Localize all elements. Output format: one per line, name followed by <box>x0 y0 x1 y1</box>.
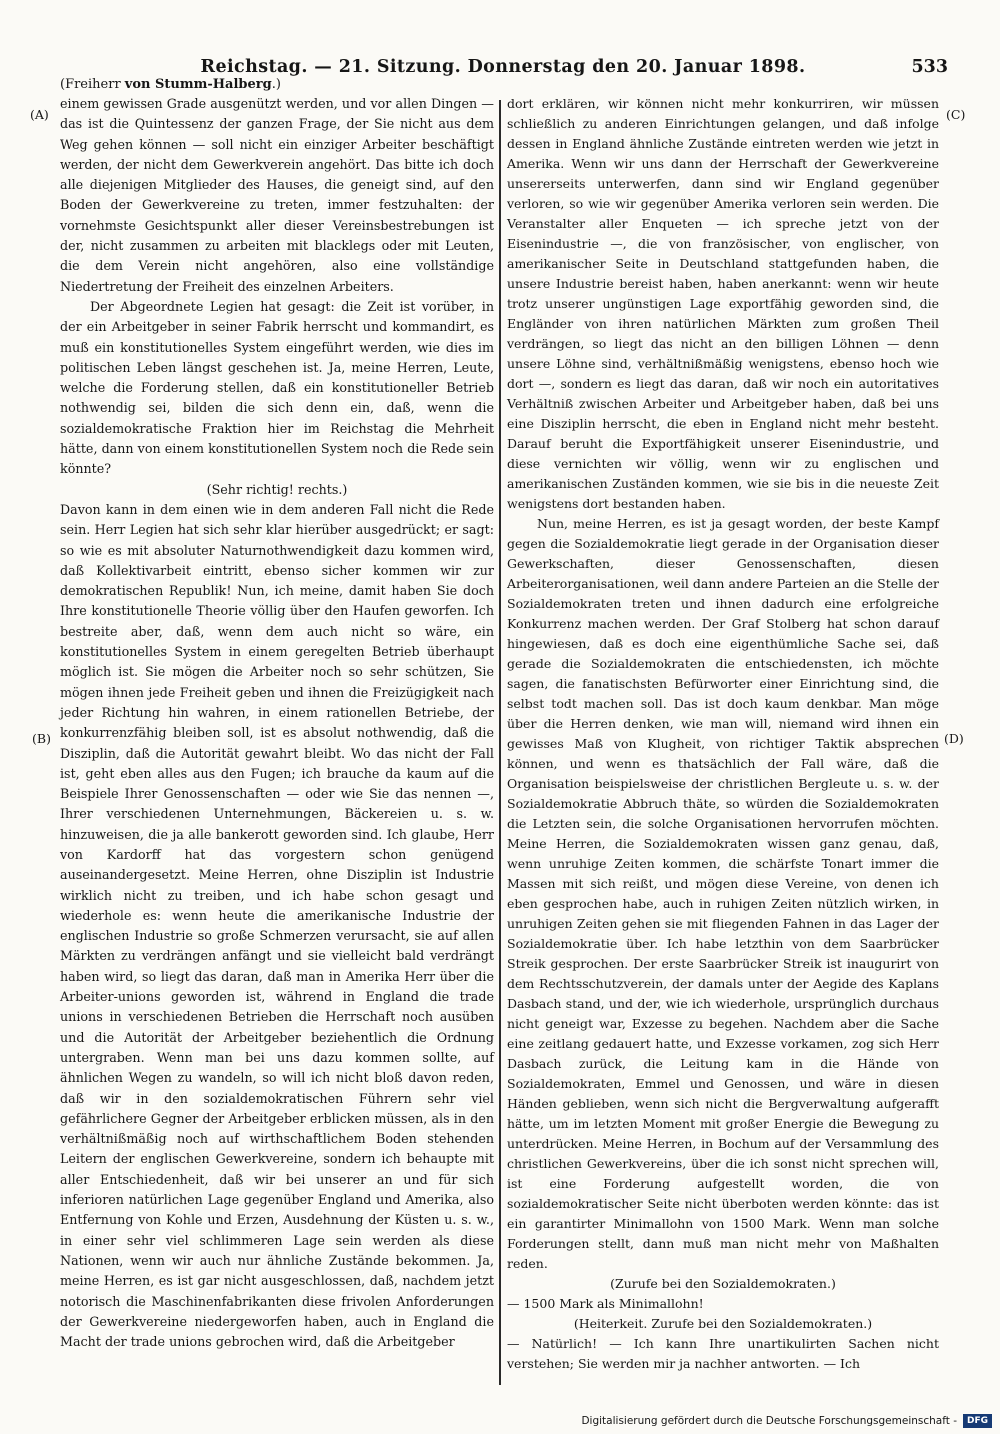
paragraph: Davon kann in dem einen wie in dem anderen Fall nicht die Rede sein. Herr Legien hat sich sehr klar hierüber ausgedrückt; er sagt: so wie es mit absoluter Naturnothwendigkeit dazu kommen wird, daß Kollektivarbeit eintritt, ebenso sicher kommen wir zur demokratischen Republik! Nun, ich meine, damit haben Sie doch Ihre konstitutionelle Theorie völlig über den Haufen geworfen. Ich bestreite aber, daß, wenn dem auch nicht so wäre, ein konstitutionelles System in einem geregelten Betrieb überhaupt möglich ist. Sie mögen die Arbeiter noch so sehr schützen, Sie mögen ihnen jede Freiheit geben und ihnen die Freizügigkeit nach jeder Richtung hin wahren, in einem rationellen Betriebe, der konkurrenzfähig bleiben soll, ist es absolut nothwendig, daß die Disziplin, daß die Autorität gewahrt bleibt. Wo das nicht der Fall ist, geht eben alles aus den Fugen; ich brauche da kaum auf die Beispiele Ihrer Genossenschaften — oder wie Sie das nennen —, Ihrer verschiedenen Unternehmungen, Bäckereien u. s. w. hinzuweisen, die ja alle bankerott geworden sind. Ich glaube, Herr von Kardorff hat das vorgestern schon genügend auseinandergesetzt. Meine Herren, ohne Disziplin ist Industrie wirklich nicht zu treiben, und ich habe schon gesagt und wiederhole es: wenn heute die amerikanische Industrie der englischen Industrie so große Schmerzen verursacht, sie auf allen Märkten zu verdrängen anfängt und sie vielleicht bald verdrängt haben wird, so liegt das daran, daß man in Amerika Herr über die Arbeiter-unions geworden ist, während in England die trade unions in verschiedenen Betrieben die Herrschaft noch ausüben und die Autorität der Arbeitgeber beziehentlich die Ordnung untergraben. Wenn man bei uns dazu kommen sollte, auf ähnlichen Wegen zu wandeln, so will ich nicht bloß davon reden, daß wir in den sozialdemokratischen Führern sehr viel gefährlichere Gegner der Arbeitgeber erblicken müssen, als in den verhältnißmäßig noch auf wirthschaftlichem Boden stehenden Leitern der englischen Gewerkvereine, sondern ich behaupte mit aller Entschiedenheit, daß wir bei unserer an und für sich inferioren natürlichen Lage gegenüber England und Amerika, also Entfernung von Kohle und Erzen, Ausdehnung der Küsten u. s. w., in einer sehr viel schlimmeren Lage sein werden als diese Nationen, wenn wir auch nur ähnliche Zustände bekommen. Ja, meine Herren, es ist gar nicht ausgeschlossen, daß, nachdem jetzt notorisch die Maschinenfabrikanten diese frivolen Anforderungen der Gewerkvereine niedergeworfen haben, auch in England die Macht der trade unions gebrochen wird, daß die Arbeitgeber <box>60 501 494 1350</box>
margin-marker-b: (B) <box>32 731 51 746</box>
column-divider <box>499 100 501 1385</box>
speaker-line <box>60 77 281 92</box>
paragraph: Der Abgeordnete Legien hat gesagt: die Zeit ist vorüber, in der ein Arbeitgeber in seiner Fabrik herrscht und kommandirt, es muß ein konstitutionelles System eingeführt werden, wie dies im politischen Leben längst geschehen ist. Ja, meine Herren, Leute, welche die Forderung stellen, daß ein konstitutioneller Betrieb nothwendig sei, bilden die sich denn ein, daß, wenn die sozialdemokratische Fraktion hier im Reichstag die Mehrheit hätte, dann von einem konstitutionellen System noch die Rede sein könnte? <box>60 298 494 477</box>
header-title: Reichstag. — 21. Sitzung. Donnerstag den 20. Januar 1898. <box>200 57 806 77</box>
interjection: (Heiterkeit. Zurufe bei den Sozialdemokraten.) <box>573 1316 873 1331</box>
margin-marker-c: (C) <box>946 107 966 122</box>
page-number: 533 <box>911 57 948 77</box>
footer-text: Digitalisierung gefördert durch die Deutsche Forschungsgemeinschaft - <box>581 1415 957 1427</box>
speaker-name: von Stumm-Halberg <box>124 77 272 92</box>
interjection: (Zurufe bei den Sozialdemokraten.) <box>610 1276 836 1291</box>
speaker-suffix: .) <box>271 77 281 92</box>
right-column <box>507 94 939 1374</box>
margin-marker-a: (A) <box>30 107 49 122</box>
dfg-logo: DFG <box>963 1414 992 1428</box>
interjection: (Sehr richtig! rechts.) <box>206 481 348 497</box>
paragraph: Nun, meine Herren, es ist ja gesagt worden, der beste Kampf gegen die Sozialdemokratie liegt gerade in der Organisation dieser Gewerkschaften, dieser Genossenschaften, diesen Arbeiterorganisationen, weil dann andere Parteien an die Stelle der Sozialdemokraten treten und ihnen dadurch eine erfolgreiche Konkurrenz machen werden. Der Graf Stolberg hat schon darauf hingewiesen, daß es doch eine eigenthümliche Sache sei, daß gerade die Sozialdemokraten die entschiedensten, ich möchte sagen, die fanatischsten Befürworter einer Einrichtung sind, die selbst todt machen soll. Das ist doch kaum denkbar. Man möge über die Herren denken, wie man will, niemand wird ihnen ein gewisses Maß von Klugheit, von richtiger Taktik absprechen können, und wenn es thatsächlich der Fall wäre, daß die Organisation beispielsweise der christlichen Bergleute u. s. w. der Sozialdemokratie Abbruch thäte, so würden die Sozialdemokraten die Letzten sein, die solche Organisationen hervorrufen möchten. Meine Herren, die Sozialdemokraten wissen ganz genau, daß, wenn unruhige Zeiten kommen, die schärfste Tonart immer die Massen mit sich reißt, und mögen diese Vereine, von denen ich eben gesprochen habe, auch in ruhigen Zeiten nützlich wirken, in unruhigen Zeiten gehen sie mit fliegenden Fahnen in das Lager der Sozialdemokratie über. Ich habe letzthin von dem Saarbrücker Streik gesprochen. Der erste Saarbrücker Streik ist inaugurirt von dem Rechtsschutzverein, der damals unter der Aegide des Kaplans Dasbach stand, und der, wie ich wiederhole, ursprünglich durchaus nicht geneigt war, Exzesse zu begehen. Nachdem aber die Sache eine zeitlang gedauert hatte, und Exzesse vorkamen, zog sich Herr Dasbach zurück, die Leitung kam in die Hände von Sozialdemokraten, Emmel und Genossen, und wäre in diesen Händen geblieben, wenn sich nicht die Bergverwaltung aufgerafft hätte, um im letzten Moment mit großer Energie die Bewegung zu unterdrücken. Meine Herren, in Bochum auf der Versammlung des christlichen Gewerkvereins, über die ich sonst nicht sprechen will, ist eine Forderung aufgestellt worden, die von sozialdemokratischer Seite nicht überboten werden könnte: das ist ein garantirter Minimallohn von 1500 Mark. Wenn man solche Forderungen stellt, dann muß man nicht mehr von Maßhalten reden. <box>507 516 939 1271</box>
margin-marker-d: (D) <box>944 731 964 746</box>
footer <box>581 1414 992 1428</box>
paragraph: einem gewissen Grade ausgenützt werden, und vor allen Dingen — das ist die Quintessenz der ganzen Frage, der Sie nicht aus dem Weg gehen können — soll nicht ein einziger Arbeiter beschäftigt werden, der nicht dem Gewerkverein angehört. Das bitte ich doch alle diejenigen Mitglieder des Hauses, die geneigt sind, auf den Boden der Gewerkvereine zu treten, immer festzuhalten: der vornehmste Gesichtspunkt aller dieser Vereinsbestrebungen ist der, nicht zusammen zu arbeiten mit blacklegs oder mit Leuten, die dem Verein nicht angehören, also eine vollständige Niedertretung der Freiheit des einzelnen Arbeiters. <box>60 96 494 294</box>
paragraph: dort erklären, wir können nicht mehr konkurriren, wir müssen schließlich zu anderen Einrichtungen gelangen, und daß infolge dessen in England ähnliche Zustände eintreten werden wie jetzt in Amerika. Wenn wir uns dann der Herrschaft der Gewerkvereine unsererseits unterwerfen, dann sind wir England gegenüber verloren, so wie wir gegenüber Amerika verloren sein werden. Die Veranstalter aller Enqueten — ich spreche jetzt von der Eisenindustrie —, die von französischer, von englischer, von amerikanischer Seite in Deutschland stattgefunden haben, die unsere Industrie bereist haben, haben anerkannt: wenn wir heute trotz unserer ungünstigen Lage exportfähig geworden sind, die Engländer von ihren natürlichen Märkten zum großen Theil verdrängen, so liegt das nicht an den billigen Löhnen — denn unsere Löhne sind, verhältnißmäßig wenigstens, ebenso hoch wie dort —, sondern es liegt das daran, daß wir noch ein autoritatives Verhältniß zwischen Arbeiter und Arbeitgeber haben, daß bei uns eine Disziplin herrscht, die eben in England nicht mehr besteht. Darauf beruht die Exportfähigkeit unserer Eisenindustrie, und diese vernichten wir völlig, wenn wir zu englischen und amerikanischen Zuständen kommen, wie sie bis in die neueste Zeit wenigstens dort bestanden haben. <box>507 96 939 511</box>
speaker-prefix: (Freiherr <box>60 77 125 92</box>
paragraph: — 1500 Mark als Minimallohn! <box>507 1296 704 1311</box>
paragraph: — Natürlich! — Ich kann Ihre unartikulirten Sachen nicht verstehen; Sie werden mir ja nachher antworten. — Ich <box>507 1336 939 1371</box>
left-column <box>60 94 494 1352</box>
